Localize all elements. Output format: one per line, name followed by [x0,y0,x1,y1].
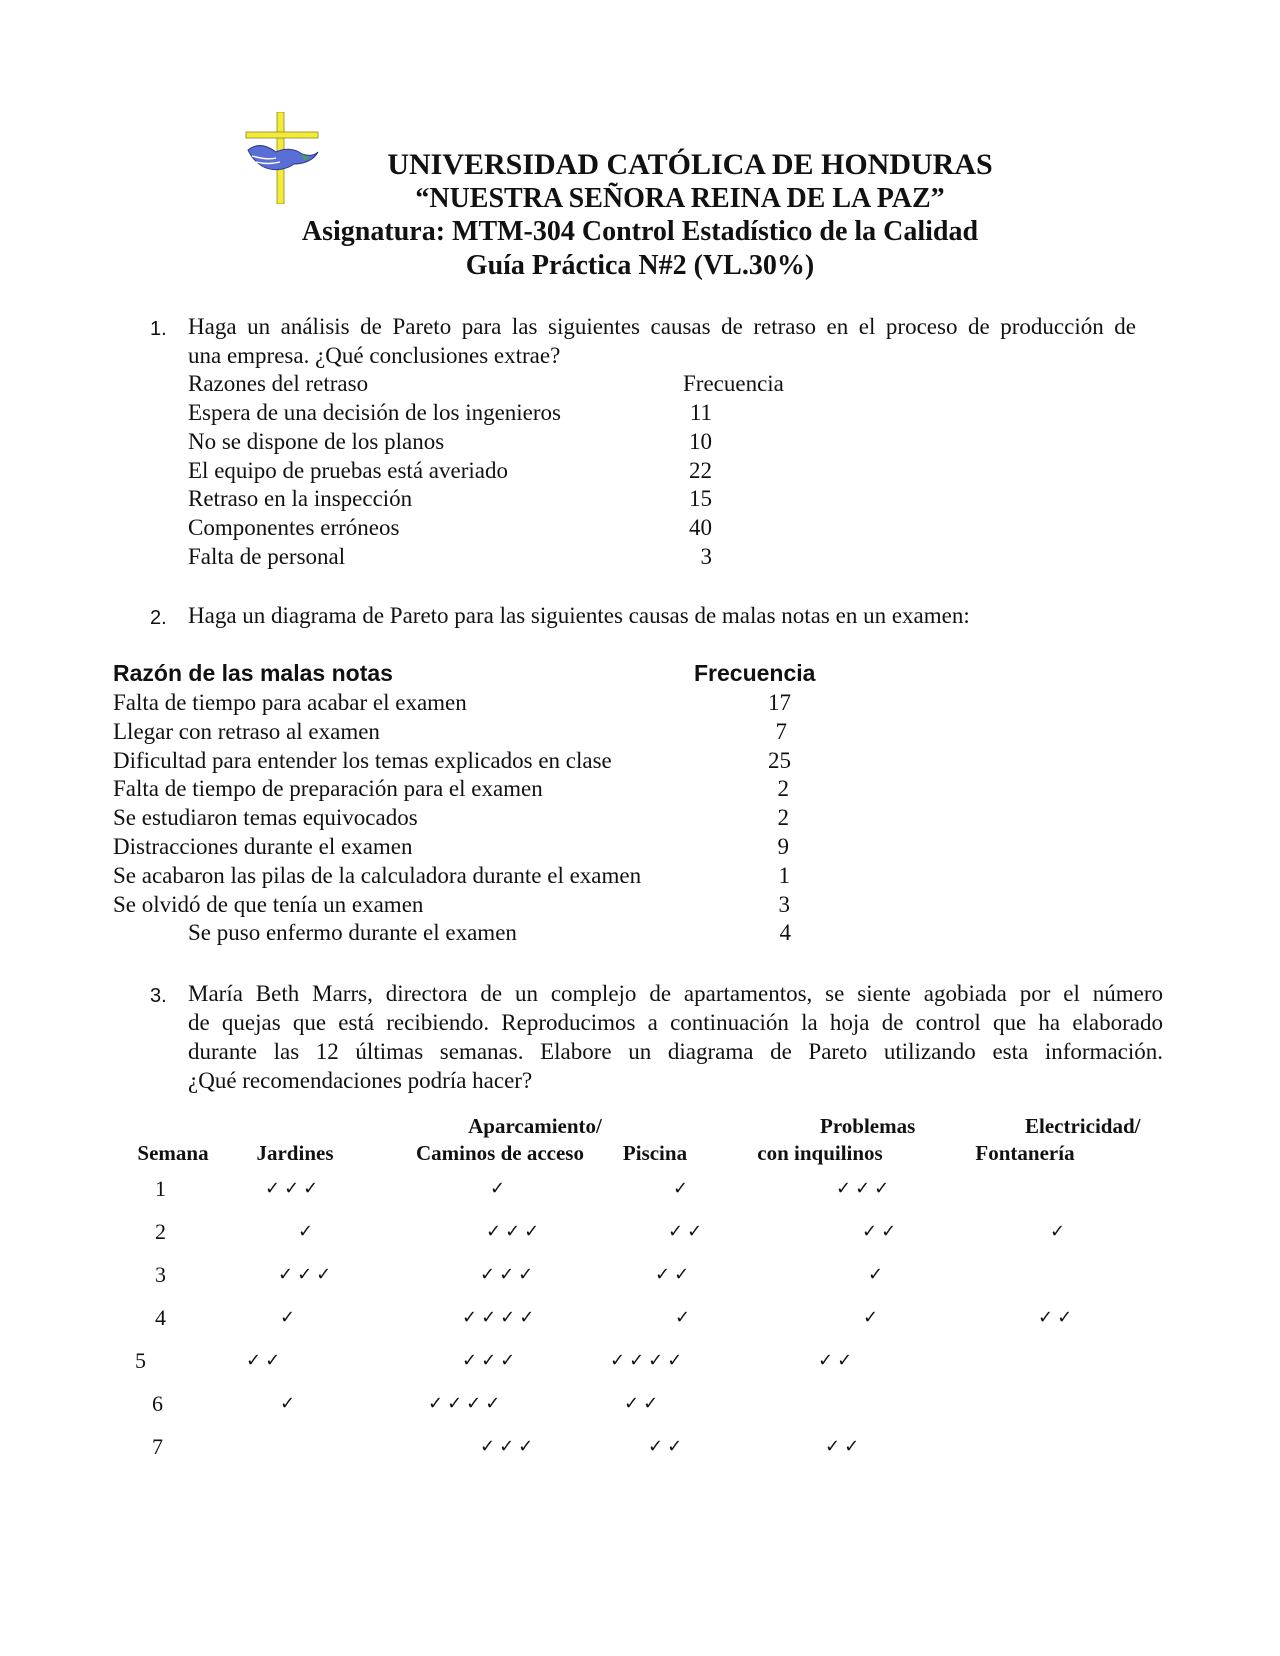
table-row: Se acabaron las pilas de la calculadora durante el examen 1 [113,862,790,888]
course-title: Asignatura: MTM-304 Control Estadístico de la Calidad [301,216,979,247]
q3-header-pool: Piscina [622,1141,688,1165]
table-row: Se puso enfermo durante el examen 4 [188,920,791,946]
check-gardens: ✓✓✓ [278,1264,336,1285]
table-row: Se estudiaron temas equivocados 2 [113,805,789,831]
q3-number: 3. [150,985,167,1007]
university-motto: “NUESTRA SEÑORA REINA DE LA PAZ” [415,183,945,214]
q3-header-gardens: Jardines [256,1141,334,1165]
check-pool: ✓✓ [624,1393,663,1414]
check-tenants: ✓✓✓ [836,1178,894,1199]
week-number: 7 [152,1434,163,1459]
check-pool: ✓✓ [648,1436,687,1457]
table-row: Retraso en la inspección 15 [188,486,712,512]
check-gardens: ✓ [298,1221,318,1242]
q2-text: Haga un diagrama de Pareto para las siguientes causas de malas notas en un examen: [188,603,970,628]
week-number: 5 [135,1348,146,1373]
table-row: Se olvidó de que tenía un examen 3 [113,891,790,917]
week-number: 2 [155,1219,166,1244]
guide-title: Guía Práctica N#2 (VL.30%) [465,250,815,281]
q3-header-electricity: Electricidad/ Fontanería [975,1114,1141,1165]
week-number: 1 [155,1176,166,1201]
q3-text-line4: ¿Qué recomendaciones podría hacer? [188,1068,533,1093]
check-parking: ✓✓✓ [462,1350,520,1371]
table-row: Componentes erróneos 40 [188,515,712,541]
check-tenants: ✓ [868,1264,888,1285]
table-row: El equipo de pruebas está averiado 22 [188,457,712,483]
check-parking: ✓✓✓ [486,1221,544,1242]
q3-text-line2: de quejas que está recibiendo. Reproducimos a continuación la hoja de control que ha elaborado [188,1010,1163,1035]
q3-header-week: Semana [137,1141,209,1165]
q1-number: 1. [150,318,167,340]
check-parking: ✓✓✓ [480,1436,538,1457]
q1-col-reason-header: Razones del retraso [188,371,369,396]
table-row: Dificultad para entender los temas explicados en clase 25 [113,747,791,773]
check-gardens: ✓✓✓ [265,1178,323,1199]
week-number: 4 [155,1305,166,1330]
table-row: Falta de personal 3 [188,543,712,569]
q2-number: 2. [150,607,167,629]
table-row: Distracciones durante el examen 9 [113,833,789,859]
q3-header-tenants: Problemas con inquilinos [757,1114,916,1165]
q2-col-frequency-header: Frecuencia [694,660,816,686]
q3-header-parking: Aparcamiento/ Caminos de acceso [416,1114,602,1165]
check-tenants: ✓✓ [825,1436,864,1457]
table-row: Llegar con retraso al examen 7 [113,718,787,744]
check-tenants: ✓✓ [818,1350,857,1371]
check-pool: ✓ [673,1178,693,1199]
table-row: Espera de una decisión de los ingenieros 11 [188,400,712,425]
q3-text-line3: durante las 12 últimas semanas. Elabore un diagrama de Pareto utilizando esta información. [188,1039,1163,1064]
q1-col-frequency-header: Frecuencia [683,371,784,396]
check-gardens: ✓ [280,1393,300,1414]
q2-col-reason-header: Razón de las malas notas [113,660,393,686]
q1-text-line1: Haga un análisis de Pareto para las siguientes causas de retraso en el proceso de producción de [188,314,1136,339]
q1-table [188,399,728,572]
check-parking: ✓✓✓✓ [428,1393,505,1414]
check-pool: ✓✓ [655,1264,694,1285]
check-parking: ✓ [490,1178,510,1199]
check-pool: ✓ [675,1307,695,1328]
week-number: 3 [155,1262,166,1287]
table-row: No se dispone de los planos 10 [188,428,712,454]
q3-text-line1: María Beth Marrs, directora de un complejo de apartamentos, se siente agobiada por el número [188,981,1163,1006]
check-gardens: ✓ [280,1307,300,1328]
table-row: Falta de tiempo para acabar el examen 17 [113,690,791,715]
q1-text-line2: una empresa. ¿Qué conclusiones extrae? [188,343,561,368]
check-parking: ✓✓✓ [480,1264,538,1285]
check-parking: ✓✓✓✓ [462,1307,539,1328]
table-row: Falta de tiempo de preparación para el examen 2 [113,776,789,802]
week-number: 6 [152,1391,163,1416]
q2-table [113,689,813,948]
check-electricity: ✓ [1050,1221,1070,1242]
check-pool: ✓✓ [668,1221,707,1242]
check-tenants: ✓ [863,1307,883,1328]
check-pool: ✓✓✓✓ [610,1350,687,1371]
check-tenants: ✓✓ [862,1221,901,1242]
check-electricity: ✓✓ [1038,1307,1077,1328]
check-gardens: ✓✓ [246,1350,285,1371]
university-name: UNIVERSIDAD CATÓLICA DE HONDURAS [387,148,993,181]
